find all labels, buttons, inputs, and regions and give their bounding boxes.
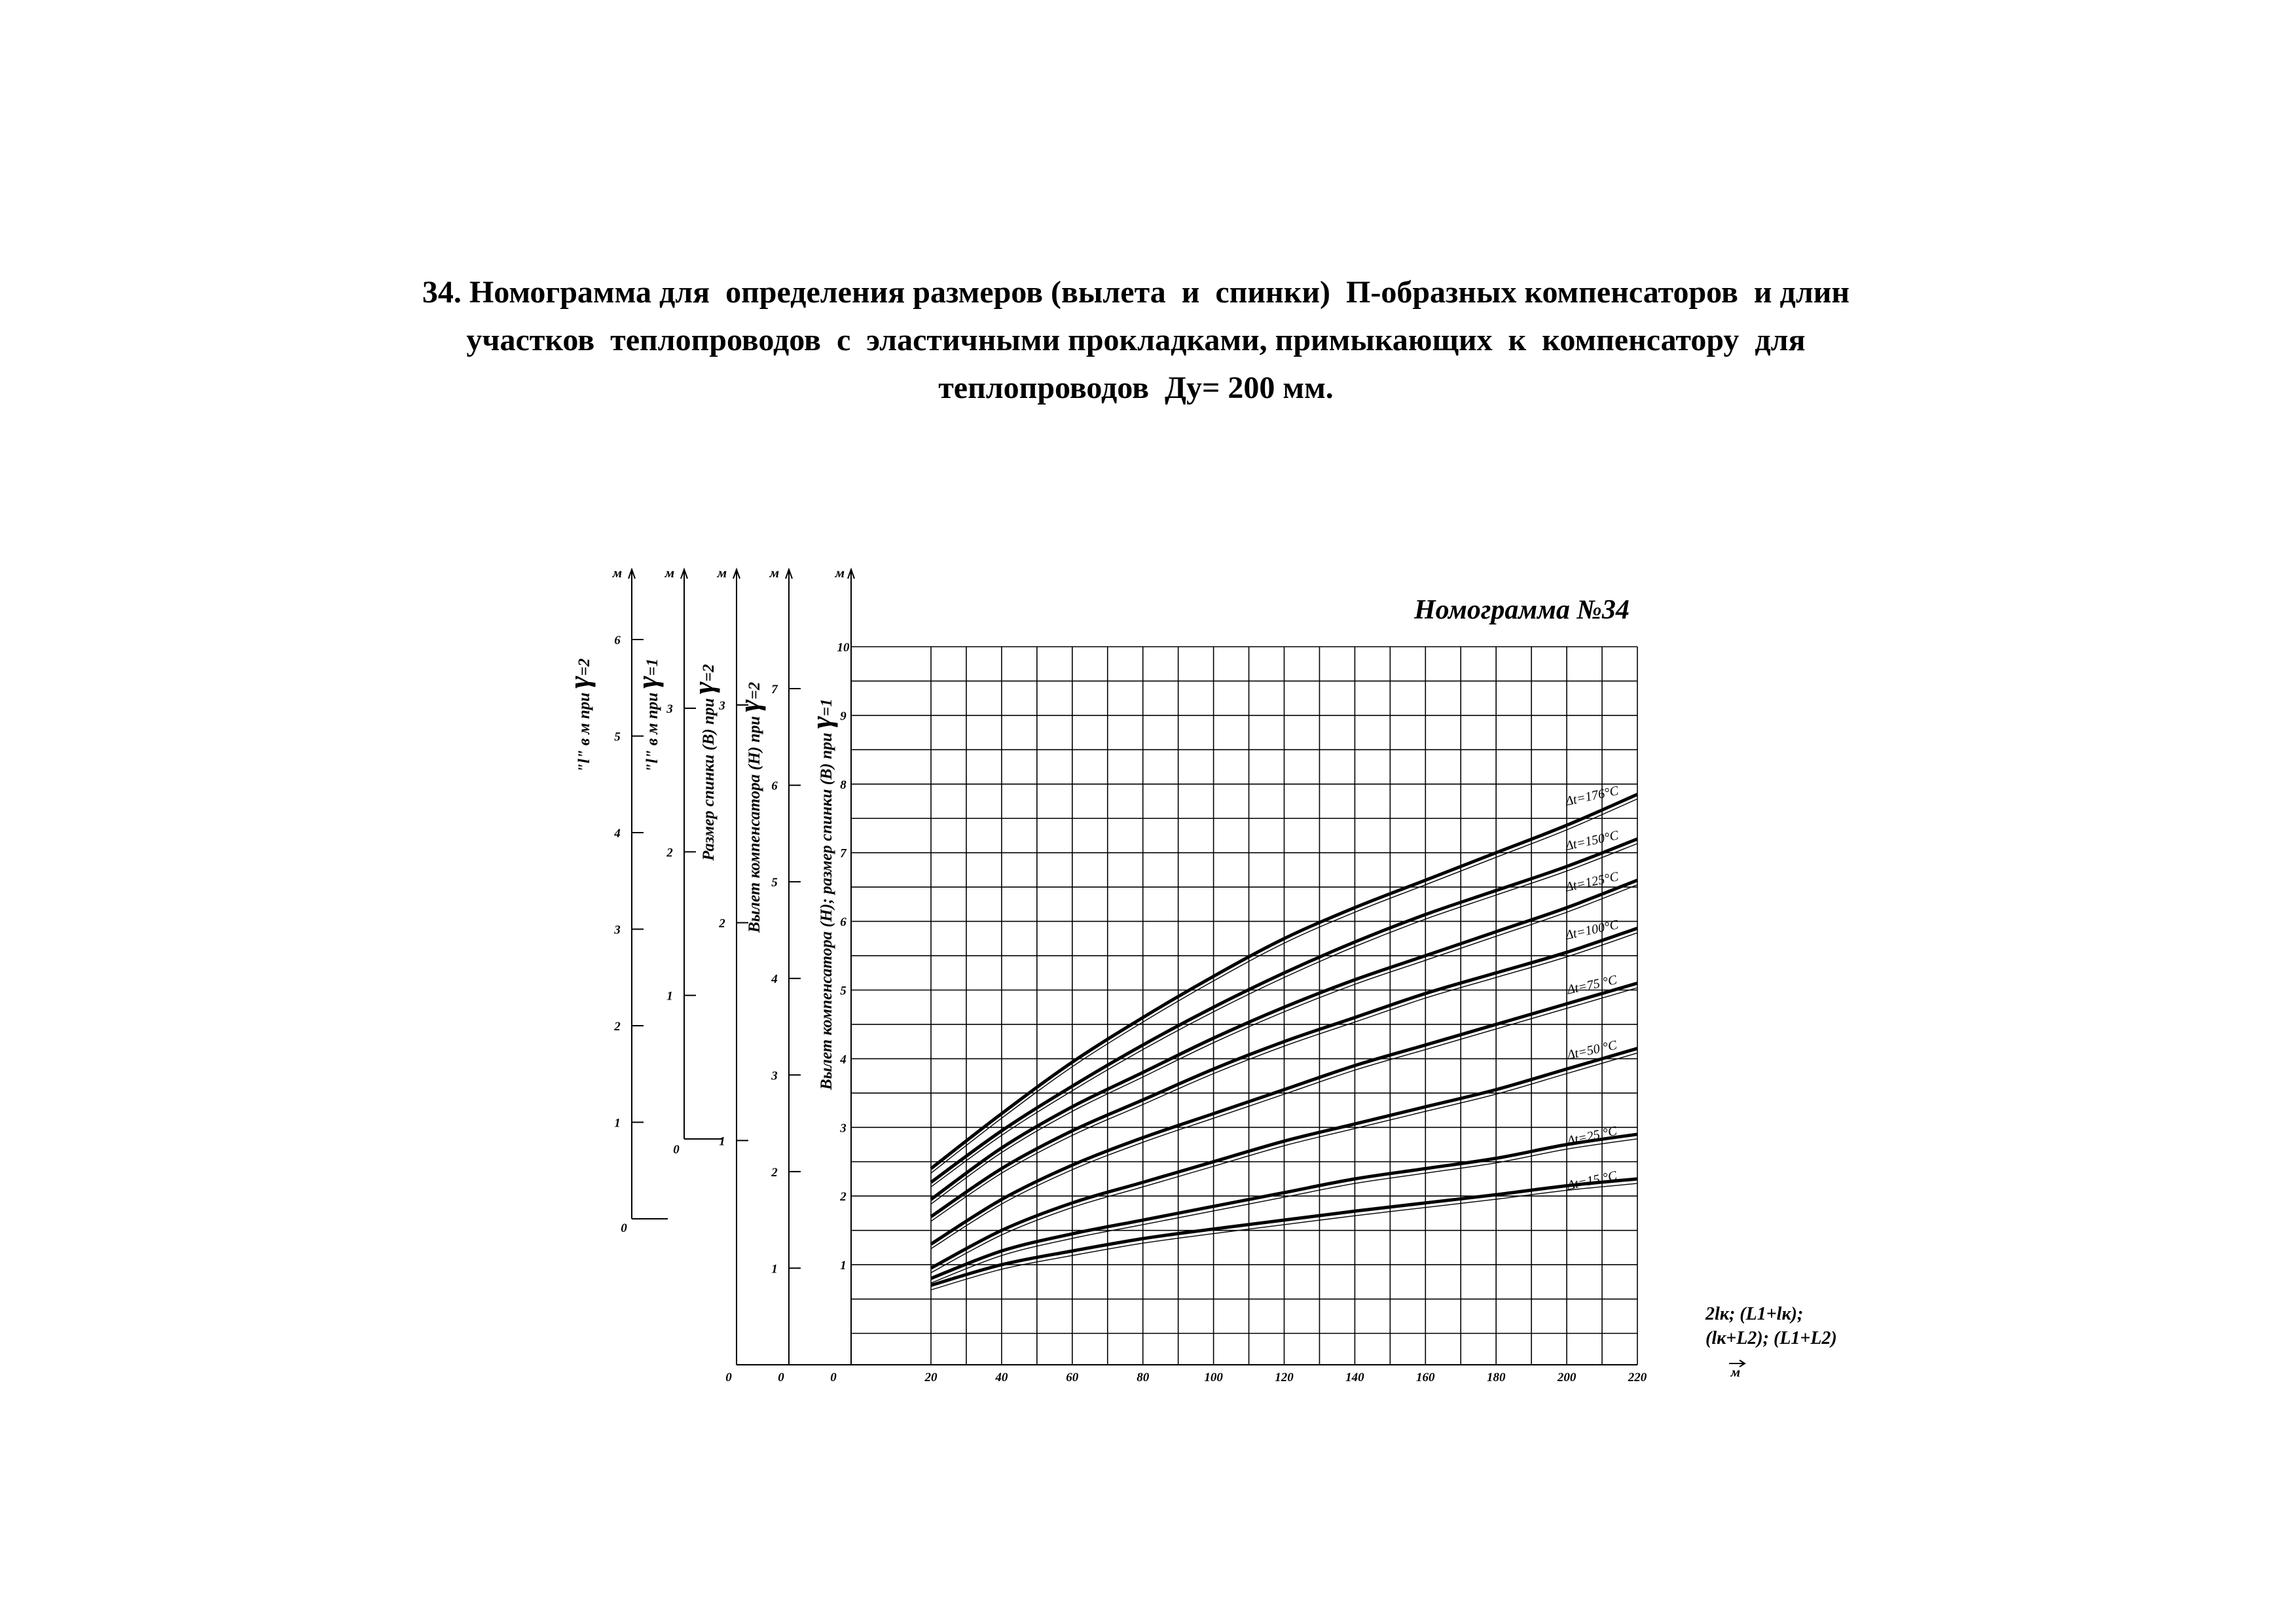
axis-title-text: Вылет компенсатора (Н); размер спинки (В) при bbox=[818, 729, 835, 1090]
main-axis-tick-label: 1 bbox=[840, 1259, 847, 1273]
series-label: Δt=25 °C bbox=[1565, 1123, 1618, 1149]
axis-title-text: "l" в м при bbox=[644, 688, 661, 772]
main-axis-tick-label: 10 bbox=[837, 641, 850, 655]
gamma-symbol: γ bbox=[687, 681, 720, 695]
axis-title-text: "l" в м при bbox=[575, 688, 593, 772]
axis-tick-label: 5 bbox=[614, 730, 621, 744]
axis-title-text: Размер спинки (В) при bbox=[700, 694, 718, 861]
axis-tick-label: 3 bbox=[666, 702, 673, 716]
x-tick-label: 180 bbox=[1486, 1371, 1506, 1384]
main-axis-tick-label: 7 bbox=[840, 846, 847, 861]
axis-tick-label: 2 bbox=[614, 1020, 621, 1034]
main-axis-tick-label: 6 bbox=[840, 915, 847, 929]
axis-unit: м bbox=[769, 565, 780, 581]
title-line-3: теплопроводов Ду= 200 мм. bbox=[938, 370, 1334, 405]
gamma-value: =1 bbox=[644, 658, 661, 676]
axis-unit: м bbox=[665, 565, 675, 581]
axis-title bbox=[687, 664, 720, 861]
main-axis-title bbox=[805, 698, 838, 1091]
gamma-symbol: γ bbox=[733, 699, 766, 712]
axis-tick-label: 4 bbox=[614, 827, 621, 840]
x-tick-label: 220 bbox=[1628, 1371, 1647, 1384]
title-line-1: 34. Номограмма для определения размеров (вылета и спинки) П-образных компенсаторов и длин bbox=[422, 275, 1850, 310]
x-tick-label: 120 bbox=[1275, 1371, 1294, 1384]
axis-tick-label: 1 bbox=[666, 989, 673, 1003]
axis-tick-label: 6 bbox=[771, 779, 778, 793]
axis-tick-label: 2 bbox=[719, 916, 725, 931]
axis-tick-label: 2 bbox=[771, 1165, 778, 1180]
axis-zero-label: 0 bbox=[778, 1371, 784, 1384]
axis-title-text: Вылет компенсатора (Н) при bbox=[746, 712, 763, 933]
gamma-symbol: γ bbox=[805, 715, 838, 729]
series-label: Δt=75 °C bbox=[1565, 972, 1618, 998]
gamma-symbol: γ bbox=[562, 676, 596, 689]
main-axis-tick-label: 4 bbox=[840, 1053, 847, 1067]
x-tick-label: 140 bbox=[1345, 1371, 1364, 1384]
axis-zero-label: 0 bbox=[673, 1143, 680, 1157]
axis-tick-label: 3 bbox=[719, 699, 725, 713]
x-axis-title-line-2: (lк+L2); (L1+L2) bbox=[1705, 1328, 1837, 1348]
series-label: Δt=50 °C bbox=[1565, 1038, 1618, 1063]
gamma-symbol: γ bbox=[630, 676, 664, 689]
x-tick-label: 200 bbox=[1557, 1371, 1576, 1384]
main-axis-zero-label: 0 bbox=[830, 1371, 837, 1384]
axis-tick-label: 1 bbox=[771, 1262, 778, 1276]
series-label: Δt=150°C bbox=[1564, 828, 1620, 854]
axis-title bbox=[630, 659, 664, 772]
x-axis-unit: м bbox=[1730, 1364, 1741, 1380]
x-axis-title-line-1: 2lк; (L1+lк); bbox=[1705, 1304, 1804, 1324]
x-tick-label: 80 bbox=[1137, 1371, 1150, 1384]
nomogram-label: Номограмма №34 bbox=[1414, 595, 1630, 625]
main-axis-tick-label: 5 bbox=[840, 984, 847, 998]
main-axis-tick-label: 9 bbox=[840, 709, 847, 723]
axis-title bbox=[562, 659, 596, 772]
axis-zero-label: 0 bbox=[621, 1221, 627, 1235]
axis-tick-label: 1 bbox=[719, 1134, 725, 1149]
axis-tick-label: 2 bbox=[666, 846, 673, 860]
gamma-value: =2 bbox=[746, 681, 763, 700]
axis-tick-label: 7 bbox=[771, 683, 778, 696]
gamma-value: =2 bbox=[700, 664, 718, 682]
axis-tick-label: 3 bbox=[614, 923, 621, 937]
main-axis-tick-label: 8 bbox=[840, 778, 847, 792]
main-axis-tick-label: 3 bbox=[840, 1121, 847, 1136]
x-tick-label: 20 bbox=[924, 1371, 938, 1384]
axis-zero-label: 0 bbox=[725, 1371, 732, 1384]
series-label: Δt=125°C bbox=[1564, 869, 1620, 895]
main-axis-unit: м bbox=[835, 565, 845, 581]
gamma-value: =2 bbox=[575, 658, 593, 676]
axis-unit: м bbox=[612, 565, 623, 581]
title-line-2: участков теплопроводов с эластичными прокладками, примыкающих к компенсатору для bbox=[466, 323, 1806, 357]
axis-tick-label: 6 bbox=[614, 634, 621, 647]
x-tick-label: 40 bbox=[995, 1371, 1008, 1384]
series-label: Δt=15 °C bbox=[1565, 1168, 1618, 1193]
axis-tick-label: 4 bbox=[771, 972, 778, 986]
gamma-value: =1 bbox=[818, 698, 835, 716]
x-tick-label: 160 bbox=[1416, 1371, 1435, 1384]
x-tick-label: 100 bbox=[1204, 1371, 1223, 1384]
series-label: Δt=100°C bbox=[1564, 917, 1620, 943]
series-label: Δt=176°C bbox=[1564, 783, 1620, 809]
axis-tick-label: 3 bbox=[771, 1069, 778, 1083]
axis-title bbox=[733, 682, 766, 933]
axis-unit: м bbox=[717, 565, 727, 581]
x-tick-label: 60 bbox=[1066, 1371, 1079, 1384]
axis-tick-label: 5 bbox=[771, 876, 778, 890]
axis-tick-label: 1 bbox=[614, 1116, 621, 1130]
main-axis-tick-label: 2 bbox=[840, 1190, 847, 1204]
